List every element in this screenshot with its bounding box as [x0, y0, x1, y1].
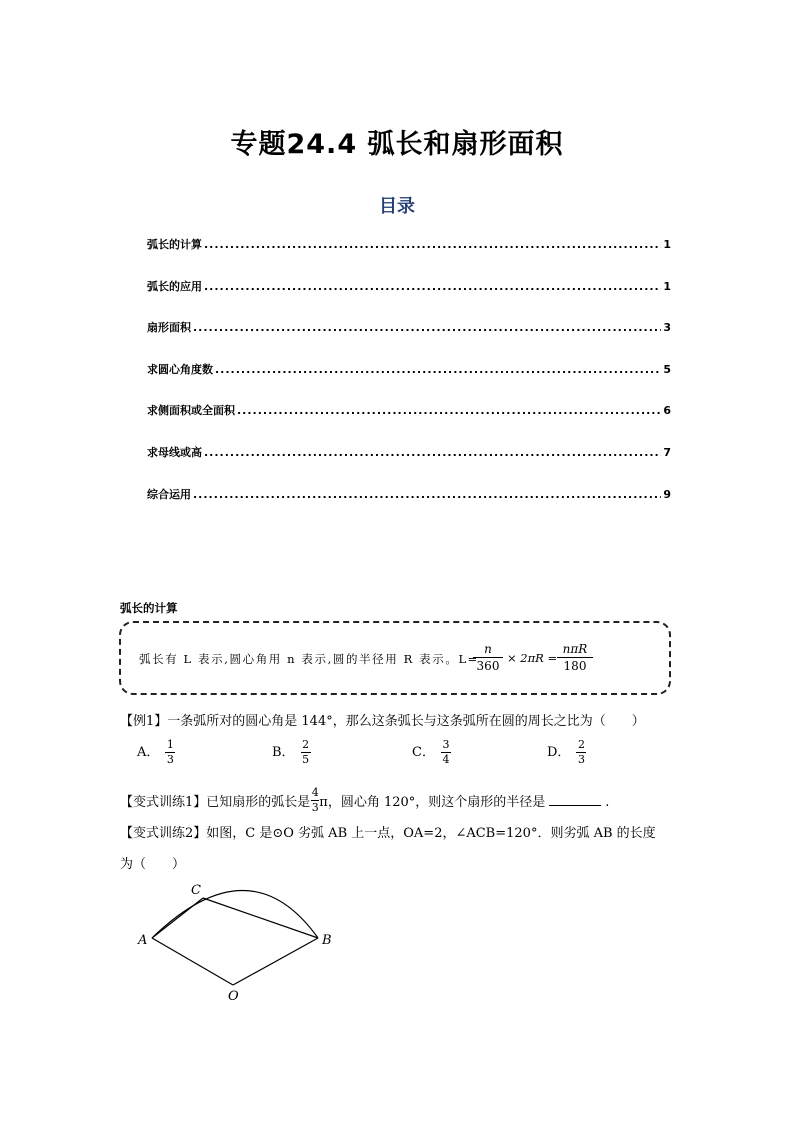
option-fraction [441, 738, 451, 767]
question-tag: 【变式训练2】 [120, 826, 207, 841]
question-text: 一条弧所对的圆心角是 144°，那么这条弧长与这条弧所在圆的周长之比为（ ） [167, 714, 645, 729]
toc-item-page: 7 [663, 445, 671, 459]
fraction-numerator: 3 [442, 738, 450, 751]
question-text: 已知扇形的弧长是 [206, 795, 311, 810]
toc-leader [204, 446, 661, 459]
option-fraction [165, 738, 175, 767]
option-a[interactable] [137, 738, 175, 767]
toc-item[interactable] [147, 278, 671, 320]
table-of-contents [147, 236, 671, 527]
toc-item-label: 扇形面积 [147, 321, 191, 335]
fraction-numerator: nπR [562, 642, 588, 656]
geometry-figure [130, 876, 340, 1006]
example-1-question [120, 710, 645, 729]
variant-1-question [120, 786, 609, 815]
fraction-denominator: 180 [563, 659, 587, 673]
segment-ob [233, 938, 318, 985]
fraction-numerator: 2 [302, 738, 310, 751]
fraction-denominator: 5 [302, 753, 310, 766]
toc-item[interactable] [147, 319, 671, 361]
toc-item[interactable] [147, 486, 671, 528]
question-tag: 【例1】 [120, 714, 168, 729]
option-letter: D． [547, 745, 571, 760]
formula-fraction-n-360 [473, 641, 503, 674]
option-fraction [576, 738, 586, 767]
option-c[interactable] [412, 738, 451, 767]
toc-leader [237, 404, 661, 417]
toc-item-label: 求侧面积或全面积 [147, 404, 235, 418]
option-letter: C． [412, 745, 435, 760]
toc-item[interactable] [147, 361, 671, 403]
option-letter: B． [272, 745, 295, 760]
toc-leader [215, 363, 661, 376]
toc-item-page: 6 [663, 404, 671, 418]
toc-leader [204, 238, 661, 251]
fraction-denominator: 3 [311, 801, 319, 814]
toc-item-page: 1 [663, 279, 671, 293]
label-c: C [191, 883, 201, 898]
toc-item-label: 求母线或高 [147, 445, 202, 459]
toc-item-page: 9 [663, 487, 671, 501]
section-label: 弧长的计算 [120, 601, 178, 615]
toc-item[interactable] [147, 236, 671, 278]
formula-times: × 2πR = [507, 651, 558, 665]
toc-item-label: 求圆心角度数 [147, 362, 213, 376]
toc-item[interactable] [147, 402, 671, 444]
label-b: B [322, 933, 332, 948]
question-tag: 【变式训练1】 [120, 795, 207, 810]
fraction-denominator: 3 [166, 753, 174, 766]
toc-leader [193, 488, 661, 501]
page-title: 专题24.4 弧长和扇形面积 [230, 129, 564, 160]
variant-2-question-line2: 为（ ） [120, 857, 186, 872]
label-o: O [228, 989, 239, 1004]
option-d[interactable] [547, 738, 586, 767]
fraction-denominator: 360 [476, 659, 500, 673]
answer-blank[interactable] [549, 804, 601, 806]
toc-item-label: 弧长的应用 [147, 279, 202, 293]
question-end: . [605, 795, 610, 810]
formula-fraction-npiR-180 [557, 641, 593, 674]
option-fraction [301, 738, 311, 767]
fraction-numerator: 1 [166, 738, 174, 751]
toc-heading: 目录 [379, 196, 415, 217]
toc-item[interactable] [147, 444, 671, 486]
toc-leader [204, 280, 661, 293]
fraction-denominator: 3 [577, 753, 585, 766]
toc-item-page: 5 [663, 362, 671, 376]
toc-item-page: 1 [663, 238, 671, 251]
label-a: A [138, 933, 148, 948]
option-b[interactable] [272, 738, 311, 767]
toc-item-label: 弧长的计算 [147, 238, 202, 251]
fraction-numerator: n [484, 642, 492, 656]
formula-box [119, 621, 671, 695]
variant-2-question [120, 822, 656, 841]
arc-ab [152, 891, 318, 939]
pi-symbol: π [319, 795, 328, 810]
toc-item-label: 综合运用 [147, 487, 191, 501]
segment-ac [152, 898, 203, 938]
question-text-continued: ，圆心角 120°，则这个扇形的半径是 [327, 795, 546, 810]
question-text: 如图，C 是⊙O 劣弧 AB 上一点，OA=2，∠ACB=120°．则劣弧 AB 的长度 [206, 826, 656, 841]
segment-oa [152, 938, 233, 985]
toc-item-page: 3 [663, 321, 671, 335]
formula-text: 弧长有 L 表示,圆心角用 n 表示,圆的半径用 R 表示。L= [139, 652, 479, 666]
fraction-numerator: 4 [311, 786, 319, 799]
fraction-denominator: 4 [442, 753, 450, 766]
option-letter: A． [137, 745, 160, 760]
toc-leader [193, 321, 661, 334]
fraction-numerator: 2 [577, 738, 585, 751]
